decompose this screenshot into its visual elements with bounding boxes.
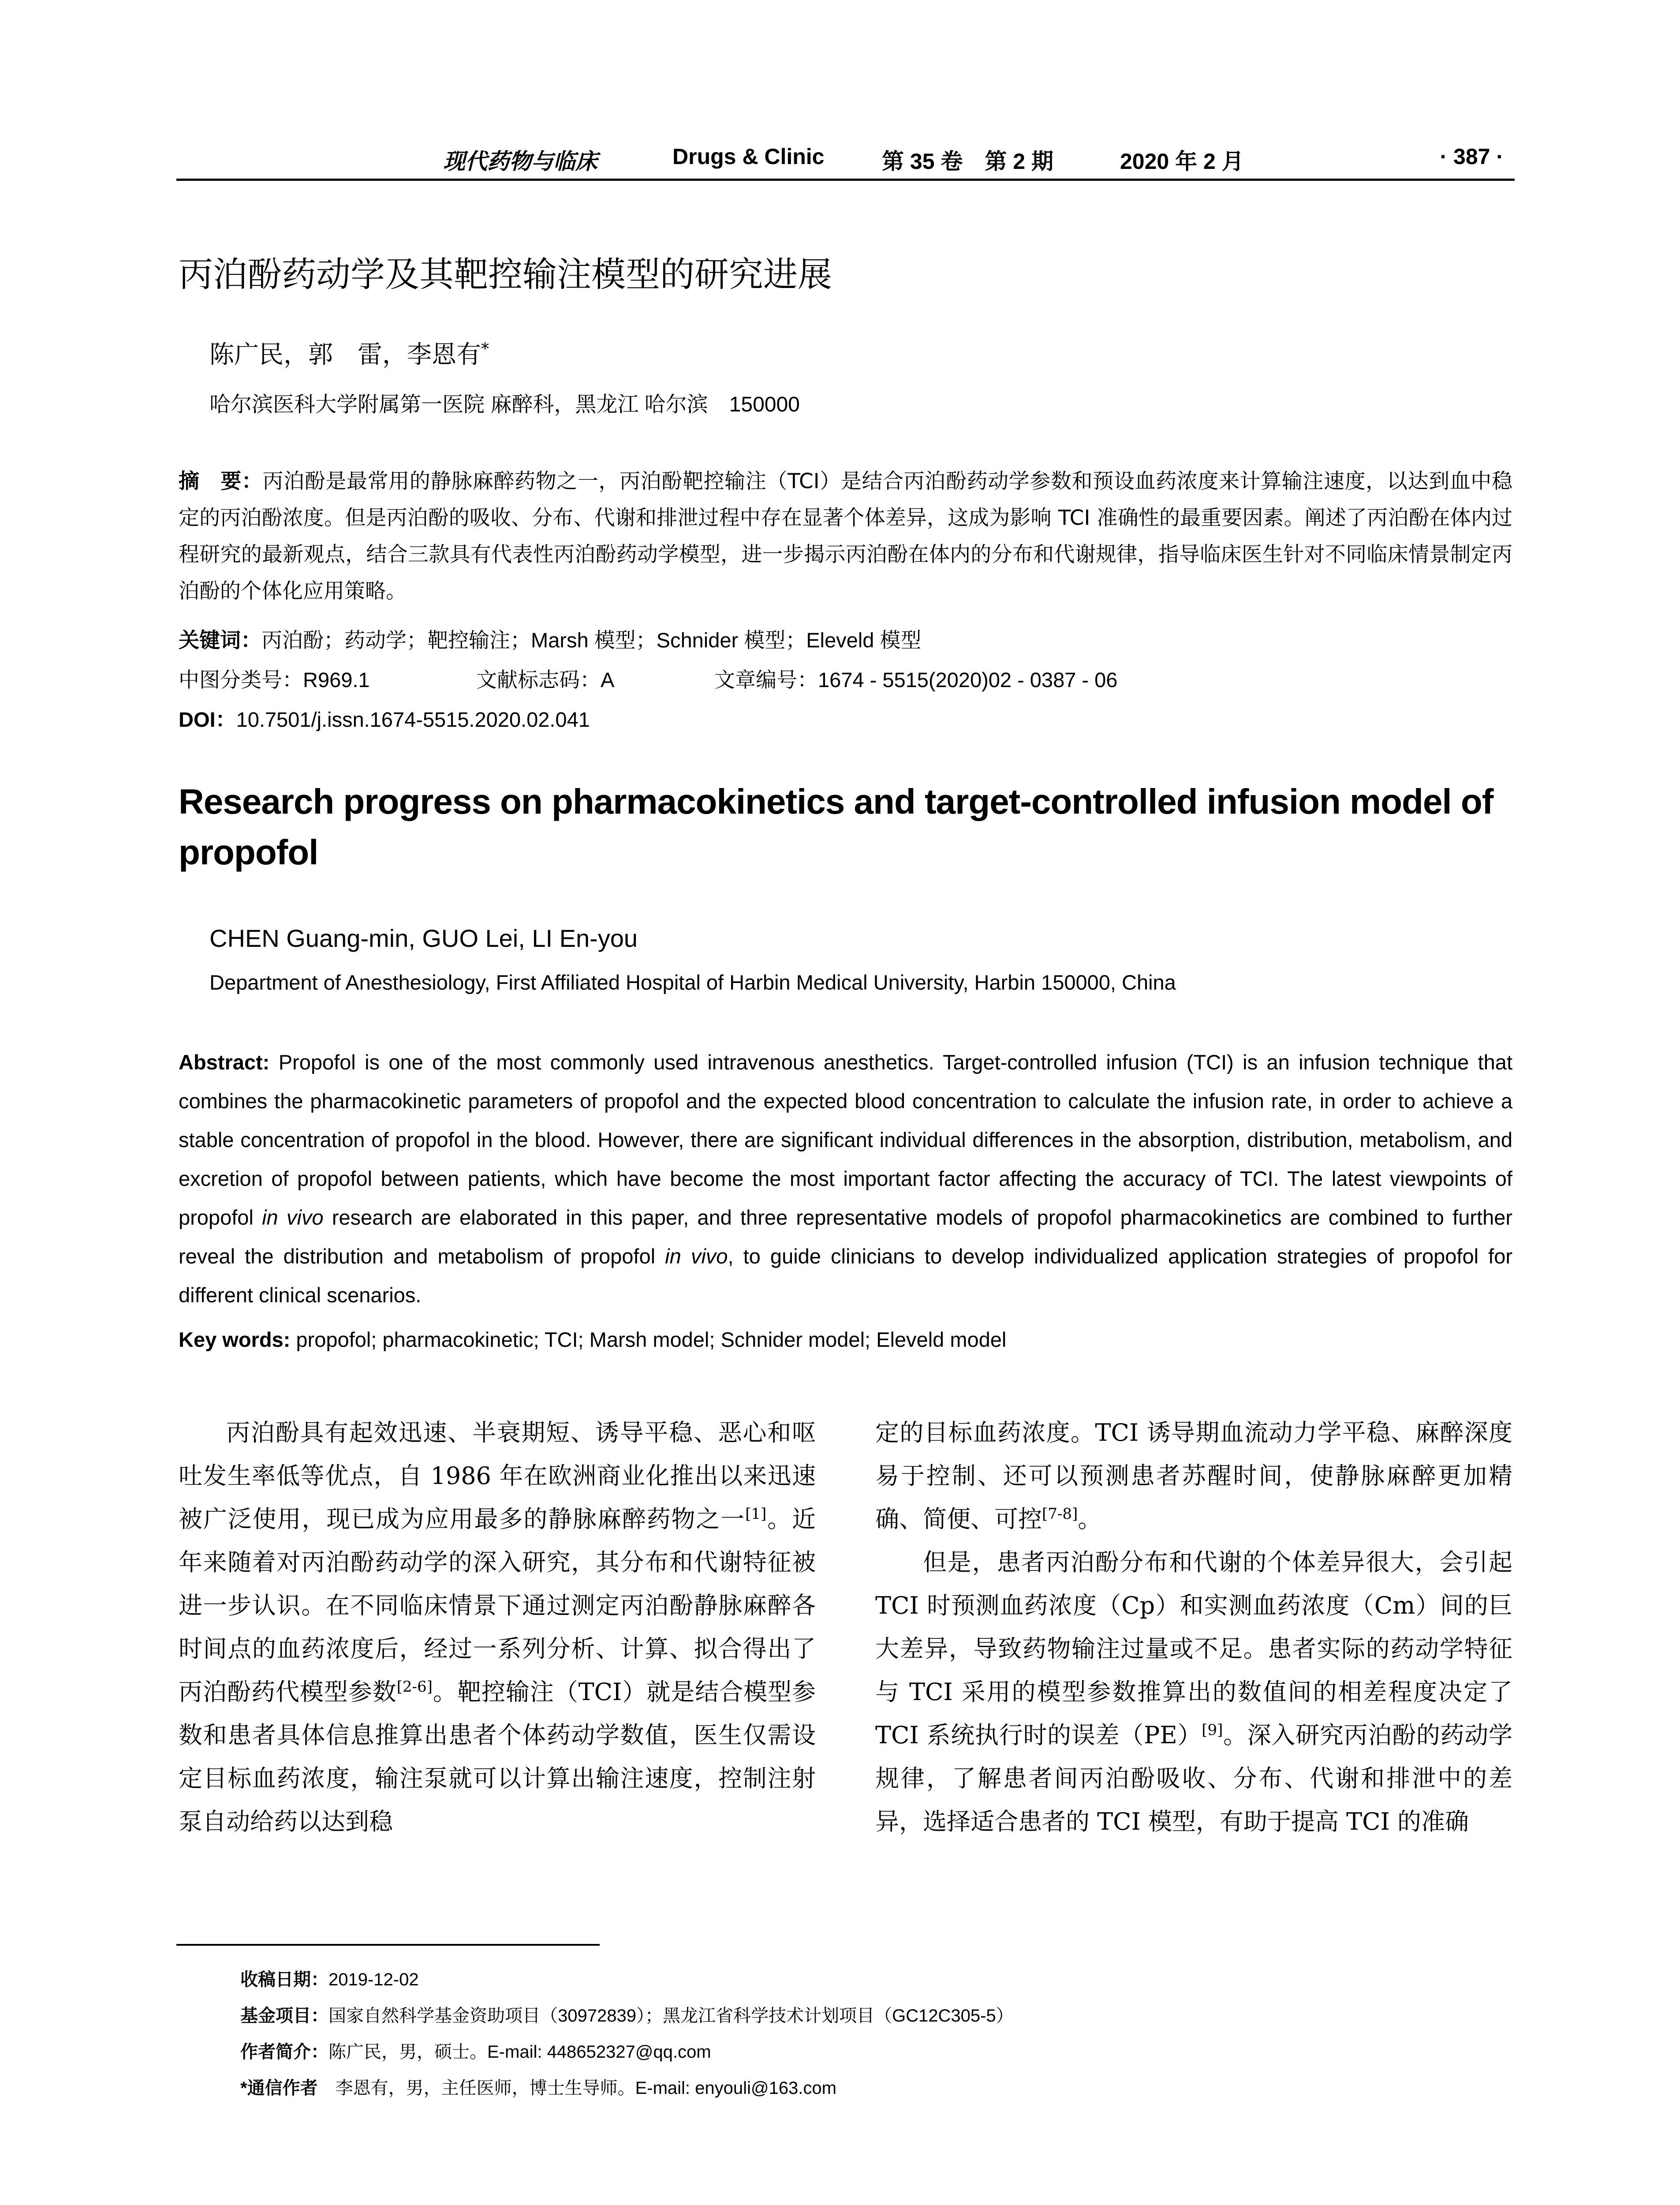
- affiliation-cn: 哈尔滨医科大学附属第一医院 麻醉科，黑龙江 哈尔滨 150000: [209, 393, 800, 416]
- classification-number: 中图分类号：R969.1: [179, 668, 370, 691]
- footnote-corresponding: [240, 2070, 1014, 2106]
- citation-ref[interactable]: [9]: [1202, 1721, 1223, 1739]
- citation-ref[interactable]: [1]: [745, 1505, 767, 1523]
- page-number: · 387 ·: [1440, 144, 1504, 169]
- journal-name-en: Drugs & Clinic: [672, 144, 825, 169]
- footnote-author: [240, 2034, 1014, 2070]
- doi: [179, 703, 590, 733]
- doi-link[interactable]: 10.7501/j.issn.1674-5515.2020.02.041: [236, 708, 590, 731]
- abstract-en: [179, 1043, 1512, 1315]
- body-text: 。深入研究丙泊酚的药动学规律，了解患者间丙泊酚吸收、分布、代谢和排泄中的差异，选择适合患者的 TCI 模型，有助于提高 TCI 的准确: [875, 1721, 1512, 1835]
- body-text: 。近年来随着对丙泊酚药动学的深入研究，其分布和代谢特征被进一步认识。在不同临床情景下通过测定丙泊酚静脉麻醉各时间点的血药浓度后，经过一系列分析、计算、拟合得出了丙泊酚药代模型参数: [179, 1505, 816, 1706]
- footnote-label: 收稿日期：: [240, 1970, 329, 1989]
- journal-name-cn: 现代药物与临床: [443, 149, 597, 174]
- footnote-text: 李恩有，男，主任医师，博士生导师。E-mail: enyouli@163.com: [317, 2078, 836, 2098]
- keywords-en: [179, 1327, 1006, 1352]
- abstract-en-italic-1: in vivo: [262, 1206, 324, 1229]
- affiliation-en: Department of Anesthesiology, First Affiliated Hospital of Harbin Medical University, Harbin 150000, China: [209, 971, 1176, 994]
- keywords-cn-label: 关键词：: [179, 628, 261, 652]
- authors-cn-text: 陈广民，郭 雷，李恩有: [209, 340, 481, 369]
- citation-ref[interactable]: [2-6]: [396, 1678, 433, 1696]
- footnote-text: 陈广民，男，硕士。E-mail: 448652327@qq.com: [329, 2042, 711, 2062]
- body-column-left: [179, 1411, 816, 1843]
- abstract-en-italic-2: in vivo: [665, 1245, 728, 1268]
- issue-date: 2020 年 2 月: [1120, 149, 1244, 174]
- abstract-en-label: Abstract:: [179, 1050, 270, 1074]
- running-header: [179, 140, 1512, 179]
- authors-cn: [209, 335, 489, 370]
- footnotes: [240, 1962, 1014, 2106]
- article-number: 文章编号：1674 - 5515(2020)02 - 0387 - 06: [714, 668, 1118, 691]
- footnote-label: *通信作者: [240, 2078, 318, 2098]
- article-title-en: Research progress on pharmacokinetics and target-controlled infusion model of propofol: [179, 782, 1493, 872]
- article-title-cn: 丙泊酚药动学及其靶控输注模型的研究进展: [179, 255, 833, 295]
- abstract-cn-label: 摘 要：: [179, 469, 263, 493]
- body-paragraph: [179, 1411, 816, 1843]
- keywords-cn-text: 丙泊酚；药动学；靶控输注；Marsh 模型；Schnider 模型；Eleveld 模型: [261, 628, 922, 652]
- abstract-en-text-2: research are elaborated in this paper, and three representative models of propofol pharmacokinetics are combined to further reveal the distribution and metabolism of propofol: [179, 1206, 1512, 1268]
- footnote-fund: [240, 1998, 1014, 2034]
- body-text: 。: [1078, 1505, 1102, 1533]
- footnote-rule: [176, 1944, 600, 1946]
- abstract-en-text-1: Propofol is one of the most commonly used intravenous anesthetics. Target-controlled infusion (TCI) is an infusion technique that combines the pharmacokinetic parameters of propofol and the expected blood concentration to calculate the infusion rate, in order to achieve a stable concentration of propofol in the blood. However, there are significant individual differences in the absorption, distribution, metabolism, and excretion of propofol between patients, which have become the most important factor affecting the accuracy of TCI. The latest viewpoints of propofol: [179, 1050, 1513, 1229]
- abstract-en-text-3: , to guide clinicians to develop individualized application strategies of propofol for different clinical scenarios.: [179, 1245, 1512, 1307]
- body-paragraph: [875, 1411, 1512, 1541]
- keywords-en-label: Key words:: [179, 1328, 291, 1351]
- abstract-cn-text: 丙泊酚是最常用的静脉麻醉药物之一，丙泊酚靶控输注（TCI）是结合丙泊酚药动学参数和预设血药浓度来计算输注速度，以达到血中稳定的丙泊酚浓度。但是丙泊酚的吸收、分布、代谢和排泄过程中存在显著个体差异，这成为影响 TCI 准确性的最重要因素。阐述了丙泊酚在体内过程研究的最新观点，结合三款具有代表性丙泊酚药动学模型，进一步揭示丙泊酚在体内的分布和代谢规律，指导临床医生针对不同临床情景制定丙泊酚的个体化应用策略。: [179, 469, 1512, 603]
- body-paragraph: [875, 1541, 1512, 1843]
- document-code: 文献标志码：A: [476, 668, 615, 691]
- footnote-text: 2019-12-02: [329, 1970, 419, 1989]
- footnote-label: 作者简介：: [240, 2042, 329, 2062]
- body-text: 丙泊酚具有起效迅速、半衰期短、诱导平稳、恶心和呕吐发生率低等优点，自 1986 年在欧洲商业化推出以来迅速被广泛使用，现已成为应用最多的静脉麻醉药物之一: [179, 1419, 816, 1533]
- footnote-label: 基金项目：: [240, 2006, 329, 2026]
- footnote-received: [240, 1962, 1014, 1998]
- abstract-cn: [179, 463, 1512, 609]
- body-text: 。靶控输注（TCI）就是结合模型参数和患者具体信息推算出患者个体药动学数值，医生仅需设定目标血药浓度，输注泵就可以计算出输注速度，控制注射泵自动给药以达到稳: [179, 1678, 816, 1835]
- corresponding-mark: *: [481, 340, 489, 359]
- header-rule: [176, 179, 1515, 181]
- body-column-right: [875, 1411, 1512, 1843]
- body-text: 但是，患者丙泊酚分布和代谢的个体差异很大，会引起 TCI 时预测血药浓度（Cp）和实测血药浓度（Cm）间的巨大差异，导致药物输注过量或不足。患者实际的药动学特征与 TCI 采用的模型参数推算出的数值间的相差程度决定了 TCI 系统执行时的误差（PE）: [875, 1548, 1512, 1749]
- authors-en: CHEN Guang-min, GUO Lei, LI En-you: [209, 924, 638, 952]
- citation-ref[interactable]: [7-8]: [1042, 1505, 1078, 1523]
- volume-issue: 第 35 卷 第 2 期: [882, 149, 1053, 174]
- doi-label: DOI：: [179, 708, 236, 731]
- classification-line: [179, 664, 1512, 699]
- body-text: 定的目标血药浓度。TCI 诱导期血流动力学平稳、麻醉深度易于控制、还可以预测患者苏醒时间，使静脉麻醉更加精确、简便、可控: [875, 1419, 1512, 1533]
- keywords-cn: [179, 624, 921, 654]
- footnote-text: 国家自然科学基金资助项目（30972839）；黑龙江省科学技术计划项目（GC12C305-5）: [329, 2006, 1014, 2026]
- keywords-en-text: propofol; pharmacokinetic; TCI; Marsh model; Schnider model; Eleveld model: [296, 1328, 1007, 1351]
